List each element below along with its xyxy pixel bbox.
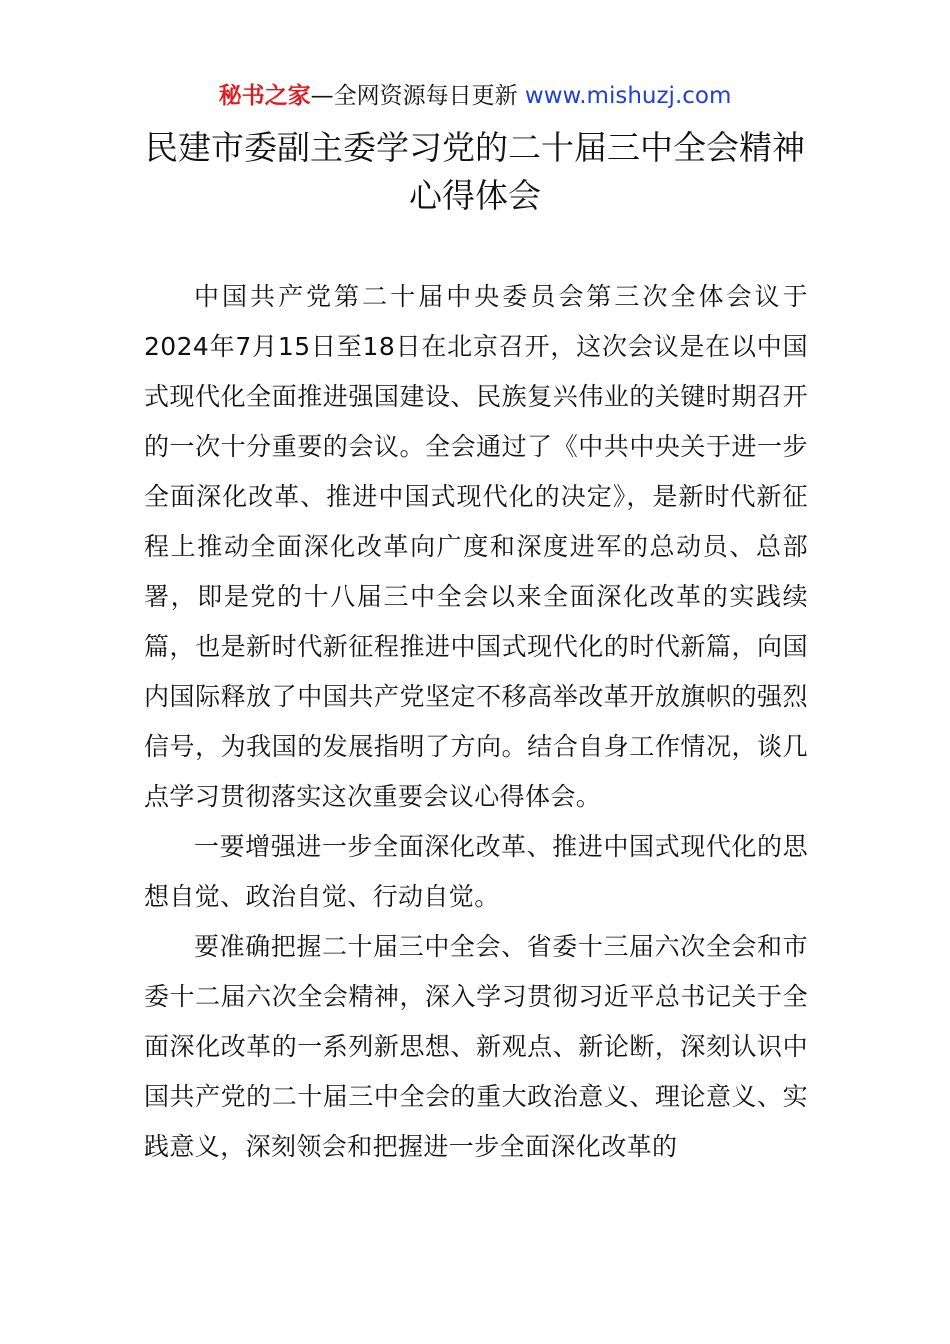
document-body <box>144 272 808 1172</box>
site-url-link[interactable]: www.mishuzj.com <box>524 83 732 109</box>
title-line-1: 民建市委副主委学习党的二十届三中全会精神 <box>145 128 805 167</box>
paragraph-2: 一要增强进一步全面深化改革、推进中国式现代化的思想自觉、政治自觉、行动自觉。 <box>144 832 808 911</box>
title-line-2: 心得体会 <box>409 176 541 215</box>
document-title <box>0 124 950 220</box>
paragraph-3: 要准确把握二十届三中全会、省委十三届六次全会和市委十二届六次全会精神，深入学习贯彻习近平总书记关于全面深化改革的一系列新思想、新观点、新论断，深刻认识中国共产党的二十届三中全会的重大政治意义、理论意义、实践意义，深刻领会和把握进一步全面深化改革的 <box>144 932 808 1161</box>
site-header <box>0 80 950 112</box>
site-brand: 秘书之家 <box>218 83 311 109</box>
site-tagline: —全网资源每日更新 <box>310 83 525 109</box>
paragraph-1: 中国共产党第二十届中央委员会第三次全体会议于2024年7月15日至18日在北京召开，这次会议是在以中国式现代化全面推进强国建设、民族复兴伟业的关键时期召开的一次十分重要的会议。全会通过了《中共中央关于进一步全面深化改革、推进中国式现代化的决定》，是新时代新征程上推动全面深化改革向广度和深度进军的总动员、总部署，即是党的十八届三中全会以来全面深化改革的实践续篇，也是新时代新征程推进中国式现代化的时代新篇，向国内国际释放了中国共产党坚定不移高举改革开放旗帜的强烈信号，为我国的发展指明了方向。结合自身工作情况，谈几点学习贯彻落实这次重要会议心得体会。 <box>144 282 808 811</box>
